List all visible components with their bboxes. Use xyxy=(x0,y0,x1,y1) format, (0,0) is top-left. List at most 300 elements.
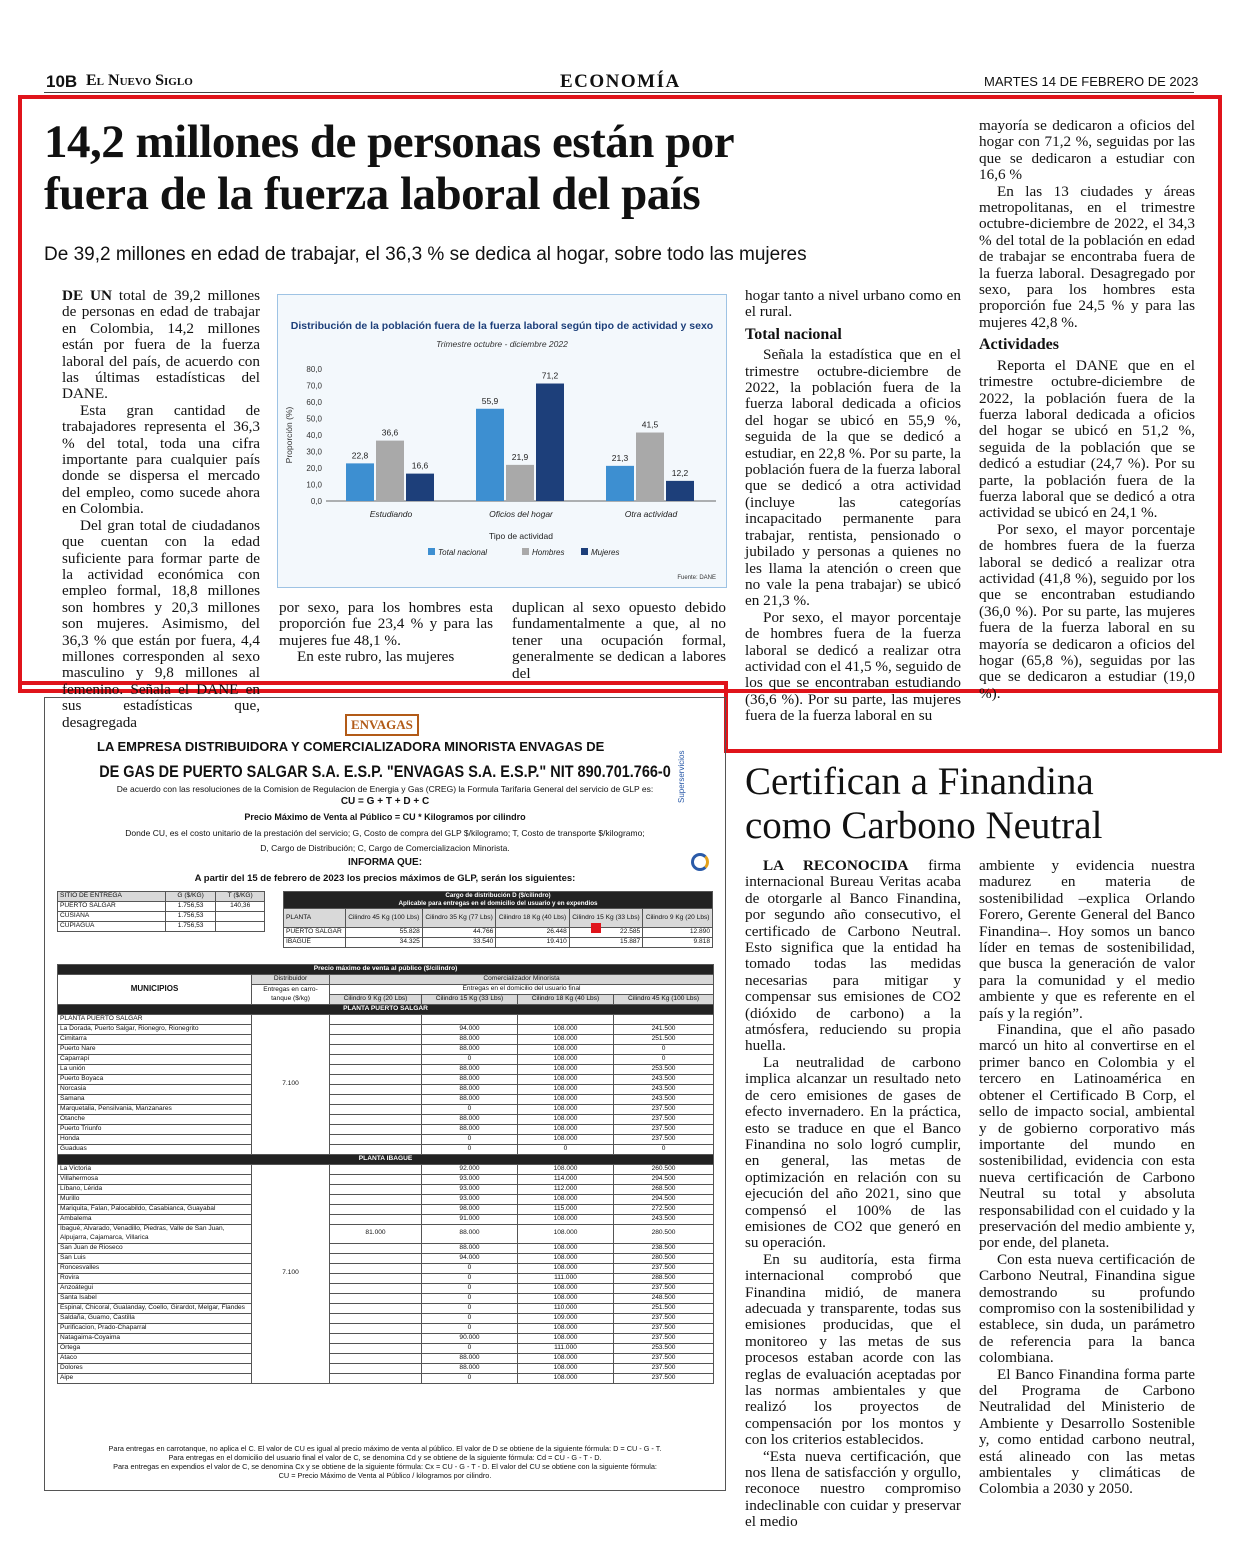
article-column-1 xyxy=(745,858,961,1531)
bar-value-label: 71,2 xyxy=(541,370,559,381)
table-cell: 108.000 xyxy=(518,1085,614,1095)
municipio-cell: Puerto Nare xyxy=(58,1045,252,1055)
municipio-cell: Caparrapí xyxy=(58,1055,252,1065)
table-cell: 111.000 xyxy=(518,1343,614,1353)
section-heading: Actividades xyxy=(979,336,1059,354)
table-header-cell: Cilindro 15 Kg (33 Lbs) xyxy=(422,995,518,1005)
paragraph: Reporta el DANE que en el trimestre octubre-diciembre de 2022, la población fuera de la fuerza laboral dedicada a oficios del hogar se ubicó en 51,2 %, seguida de la población que se dedicó a estudiar (24,7 %). Por su parte, la población fuera de la fuerza laboral que se dedicó a otra actividad se ubicó en 24,1 %. xyxy=(979,356,1195,522)
table-cell xyxy=(330,1075,422,1085)
municipio-cell: Aipe xyxy=(58,1373,252,1383)
table-cell: 237.500 xyxy=(614,1115,714,1125)
table-row xyxy=(58,1065,714,1075)
municipio-cell: San Luis xyxy=(58,1253,252,1263)
bar-value-label: 36,6 xyxy=(381,427,399,438)
table-cell: 108.000 xyxy=(518,1055,614,1065)
table-row xyxy=(58,1195,714,1205)
municipio-cell: Puerto Boyaca xyxy=(58,1075,252,1085)
table-header-cell: Entregas en el domicilio del usuario final xyxy=(330,985,714,995)
table-cell: 251.500 xyxy=(614,1303,714,1313)
article-subtitle: De 39,2 millones en edad de trabajar, el 36,3 % se dedica al hogar, sobre todo las mujeres xyxy=(44,244,807,265)
table-row xyxy=(58,1323,714,1333)
lead-in: DE UN xyxy=(62,287,112,304)
table-cell xyxy=(330,1185,422,1195)
table-header-cell: Cilindro 18 Kg (40 Lbs) xyxy=(518,995,614,1005)
table-cell xyxy=(330,1195,422,1205)
municipio-cell: PLANTA PUERTO SALGAR xyxy=(58,1015,252,1025)
table-header-cell: T ($/KG) xyxy=(216,892,265,902)
table-cell: 108.000 xyxy=(518,1333,614,1343)
table-cell: 88.000 xyxy=(422,1225,518,1244)
table-row xyxy=(58,1273,714,1283)
table-cell xyxy=(330,1035,422,1045)
y-tick-label: 70,0 xyxy=(306,381,322,391)
table-cell: 272.500 xyxy=(614,1205,714,1215)
table-cell xyxy=(330,1015,422,1025)
ad-footnotes xyxy=(45,1444,725,1480)
ad-informa: INFORMA QUE: xyxy=(347,857,423,868)
table-cell xyxy=(330,1125,422,1135)
paragraph: En su auditoría, esta firma internacional comprobó que Finandina midió, de manera adecuada y transparente, todas sus emisiones producidas, que el monitoreo y las metas de sus procesos estaban acorde con las reglas de evaluación aceptadas por las normas ambientales y que realizó los proyectos de compensación por los montos y con los criterios establecidos. xyxy=(745,1250,961,1449)
table-cell: 251.500 xyxy=(614,1035,714,1045)
table-cell: 108.000 xyxy=(518,1215,614,1225)
chart-subtitle: Trimestre octubre - diciembre 2022 xyxy=(436,339,568,349)
table-cell: 94.000 xyxy=(422,1253,518,1263)
table-cell: 88.000 xyxy=(422,1035,518,1045)
table-cell: 91.000 xyxy=(422,1215,518,1225)
table-row xyxy=(58,1105,714,1115)
municipio-cell: Ortega xyxy=(58,1343,252,1353)
table-row xyxy=(58,1343,714,1353)
table-cell xyxy=(330,1363,422,1373)
table-cell: 88.000 xyxy=(422,1045,518,1055)
table-cell: 108.000 xyxy=(518,1353,614,1363)
table-row xyxy=(58,922,265,932)
table-cell: 108.000 xyxy=(518,1035,614,1045)
table-cell: 237.500 xyxy=(614,1105,714,1115)
table-cell: 108.000 xyxy=(518,1373,614,1383)
municipio-cell: Cimitarra xyxy=(58,1035,252,1045)
plant-section-header: PLANTA PUERTO SALGAR xyxy=(58,1005,714,1015)
table-cell xyxy=(330,1175,422,1185)
footnote: CU = Precio Máximo de Venta al Público / kilogramos por cilindro. xyxy=(278,1471,492,1480)
table-cell: PUERTO SALGAR xyxy=(284,928,346,938)
table-cell: 108.000 xyxy=(518,1323,614,1333)
municipio-cell: Murillo xyxy=(58,1195,252,1205)
table-cell: 237.500 xyxy=(614,1363,714,1373)
table-cell: 253.500 xyxy=(614,1343,714,1353)
table-cell: PUERTO SALGAR xyxy=(58,902,166,912)
table-cell: 237.500 xyxy=(614,1323,714,1333)
table-row xyxy=(58,1185,714,1195)
table-cell xyxy=(330,1055,422,1065)
table-cell: 0 xyxy=(422,1055,518,1065)
y-tick-label: 40,0 xyxy=(306,431,322,440)
municipio-cell: La unión xyxy=(58,1065,252,1075)
table-cell: 294.500 xyxy=(614,1175,714,1185)
table-cell: 0 xyxy=(422,1323,518,1333)
superservicios-icon xyxy=(691,853,709,871)
table-cell: 0 xyxy=(422,1373,518,1383)
table-cell: 108.000 xyxy=(518,1243,614,1253)
table-row xyxy=(284,938,713,948)
paragraph: hogar tanto a nivel urbano como en el rural. xyxy=(745,287,961,321)
table-cell: CUPIAGUA xyxy=(58,922,166,932)
table-cell xyxy=(330,1353,422,1363)
municipio-cell: Honda xyxy=(58,1135,252,1145)
table-cell: 0 xyxy=(422,1273,518,1283)
paragraph: El Banco Finandina forma parte del Programa de Carbono Neutralidad del Ministerio de Ambiente y Desarrollo Sostenible y, como entidad carbono neutral, está alineado con las metas ambientales y climáticas de Colombia a 2030 y 2050. xyxy=(979,1365,1195,1498)
paragraph: mayoría se dedicaron a oficios del hogar con 71,2 %, seguidas por las que se dedicaron a estudiar con 16,6 % xyxy=(979,117,1195,184)
footnote: Para entregas en expendios el valor de C, se denomina Cx y se obtiene de la siguiente fórmula: Cx = CU - G - T - D. El valor del CU se obtiene con la siguiente fórmula: xyxy=(113,1462,657,1471)
municipio-cell: Roncesvalles xyxy=(58,1263,252,1273)
table-cell xyxy=(330,1045,422,1055)
paragraph: duplican al sexo opuesto debido fundamentalmente a que, al no tener una ocupación formal, generalmente se dedican a labores del xyxy=(512,599,726,682)
table-row xyxy=(58,912,265,922)
paragraph: En las 13 ciudades y áreas metropolitanas, en el trimestre octubre-diciembre de 2022, el 34,3 % del total de la población en edad de trabajar se encontraba fuera de la fuerza laboral. Desagregado por sexo, para los hombres esta proporción fue 24,5 % y para las mujeres 42,8 %. xyxy=(979,182,1195,331)
table-cell: 114.000 xyxy=(518,1175,614,1185)
bar xyxy=(406,474,434,501)
table-row xyxy=(58,1243,714,1253)
headline-line-1: Certifican a Finandina xyxy=(745,760,1094,803)
municipio-cell: Marquetalia, Pensilvania, Manzanares xyxy=(58,1105,252,1115)
headline-line-2: como Carbono Neutral xyxy=(745,804,1103,847)
table-row xyxy=(58,1125,714,1135)
table-header-cell: Cilindro 45 Kg (100 Lbs) xyxy=(345,909,422,928)
ad-title: DE GAS DE PUERTO SALGAR S.A. E.S.P. "ENVAGAS S.A. E.S.P." NIT 890.701.766-0 xyxy=(99,762,671,781)
table-cell: 241.500 xyxy=(614,1025,714,1035)
municipio-cell: Espinal, Chicoral, Gualanday, Coello, Girardot, Melgar, Flandes xyxy=(58,1303,252,1313)
municipio-cell: Ibagué, Alvarado, Venadillo, Piedras, Valle de San Juan, Alpujarra, Cajamarca, Villarica xyxy=(58,1225,252,1244)
table-row xyxy=(58,1145,714,1155)
table-cell: 108.000 xyxy=(518,1363,614,1373)
lead-in: LA RECONOCIDA xyxy=(763,857,909,874)
table-row xyxy=(58,1283,714,1293)
table-cell: 1.756,53 xyxy=(165,902,216,912)
ad-formula: CU = G + T + D + C xyxy=(340,796,430,807)
municipio-cell: Natagaima-Coyaima xyxy=(58,1333,252,1343)
y-tick-label: 0,0 xyxy=(310,497,322,506)
distribution-charge-table xyxy=(283,891,713,948)
cut-text-line: LA EMPRESA DISTRIBUIDORA Y COMERCIALIZADORA MINORISTA ENVAGAS DE xyxy=(97,739,605,754)
table-cell xyxy=(330,1135,422,1145)
table-cell: 0 xyxy=(422,1135,518,1145)
table-cell: 88.000 xyxy=(422,1353,518,1363)
table-cell: 112.000 xyxy=(518,1185,614,1195)
municipio-cell: Otanche xyxy=(58,1115,252,1125)
table-cell: 268.500 xyxy=(614,1185,714,1195)
municipio-cell: Puerto Triunfo xyxy=(58,1125,252,1135)
table-header-cell: Distribuidor xyxy=(252,975,330,985)
municipio-cell: La Victoria xyxy=(58,1165,252,1175)
table-header-cell: Cilindro 18 Kg (40 Lbs) xyxy=(496,909,569,928)
table-header-cell: Cilindro 9 Kg (20 Lbs) xyxy=(330,995,422,1005)
table-title xyxy=(284,892,713,909)
table-header-cell: PLANTA xyxy=(284,909,346,928)
table-cell: IBAGUE xyxy=(284,938,346,948)
table-row xyxy=(58,902,265,912)
table-cell xyxy=(330,1085,422,1095)
municipio-cell: Guaduas xyxy=(58,1145,252,1155)
x-axis-label: Tipo de actividad xyxy=(489,531,553,541)
legend-swatch xyxy=(581,548,588,555)
table-cell: 0 xyxy=(614,1045,714,1055)
headline-line-2: fuera de la fuerza laboral del país xyxy=(44,168,701,220)
table-cell: 108.000 xyxy=(518,1125,614,1135)
municipio-cell: Purificacion, Prado-Chaparral xyxy=(58,1323,252,1333)
table-cell: 88.000 xyxy=(422,1075,518,1085)
paragraph: Por sexo, el mayor porcentaje de hombres fuera de la fuerza laboral se dedicó a realizar otra actividad (41,8 %), seguido por los que se encontraban estudiando (36,0 %). Por su parte, las mujeres fuera de la fuerza laboral en su mayoría se dedicaron a oficios del hogar (65,8 %), seguidas por las que se dedicaron a estudiar (19,0 %). xyxy=(979,520,1195,702)
table-cell: 237.500 xyxy=(614,1373,714,1383)
table-cell: 248.500 xyxy=(614,1293,714,1303)
table-cell: 108.000 xyxy=(518,1263,614,1273)
footnote: Para entregas en el domicilio del usuario final el valor de C, se denomina Cd y se obtiene de la siguiente fórmula: Cd = CU - G - T - D. xyxy=(168,1453,602,1462)
table-cell: 237.500 xyxy=(614,1125,714,1135)
municipio-cell: San Juan de Rioseco xyxy=(58,1243,252,1253)
table-cell xyxy=(614,1015,714,1025)
table-cell: 55.828 xyxy=(345,928,422,938)
section-heading: Total nacional xyxy=(745,325,842,343)
table-cell: 294.500 xyxy=(614,1195,714,1205)
table-cell: 9.818 xyxy=(643,938,713,948)
table-cell: 88.000 xyxy=(422,1363,518,1373)
municipio-cell: Saldaña, Guamo, Castilla xyxy=(58,1313,252,1323)
table-cell: 0 xyxy=(614,1145,714,1155)
table-body-puerto-salgar xyxy=(58,1005,714,1155)
table-header-cell: Cilindro 45 Kg (100 Lbs) xyxy=(614,995,714,1005)
table-cell: 260.500 xyxy=(614,1165,714,1175)
table-cell: 92.000 xyxy=(422,1165,518,1175)
municipio-cell: Samana xyxy=(58,1095,252,1105)
table-row xyxy=(58,1055,714,1065)
plant-section-header: PLANTA IBAGUE xyxy=(58,1155,714,1165)
table-row xyxy=(58,1293,714,1303)
article-column-2 xyxy=(279,600,493,666)
bar xyxy=(536,384,564,501)
article-column-3 xyxy=(512,600,726,682)
table-cell xyxy=(330,1145,422,1155)
table-cell: 237.500 xyxy=(614,1333,714,1343)
table-cell: 280.500 xyxy=(614,1253,714,1263)
table-cell: 12.890 xyxy=(643,928,713,938)
envagas-advertisement xyxy=(44,697,726,1491)
table-row xyxy=(58,1165,714,1175)
article-column-2 xyxy=(979,858,1195,1498)
legend-swatch xyxy=(522,548,529,555)
municipio-cell: Ataco xyxy=(58,1353,252,1363)
table-cell xyxy=(330,1293,422,1303)
table-title-text: Cargo de distribución D ($/cilindro) xyxy=(445,892,551,899)
table-cell: 15.887 xyxy=(569,938,642,948)
paragraph: Esta gran cantidad de trabajadores representa el 36,3 % del total, toda una cifra importante para cualquier país donde se dispersa el mercado del empleo, como sucede ahora en Colombia. xyxy=(62,401,260,518)
page-number: 10B xyxy=(46,72,78,91)
table-header-cell: Cilindro 35 Kg (77 Lbs) xyxy=(422,909,495,928)
table-cell: 1.756,53 xyxy=(165,912,216,922)
table-row xyxy=(58,1333,714,1343)
table-cell xyxy=(330,1333,422,1343)
x-tick-label: Estudiando xyxy=(369,509,413,519)
bar-chart xyxy=(277,294,727,588)
table-header-cell: MUNICIPIOS xyxy=(58,975,252,1005)
bar-value-label: 22,8 xyxy=(351,450,369,461)
carrotanque-cell: 7.100 xyxy=(252,1165,330,1384)
table-cell: 0 xyxy=(422,1313,518,1323)
table-row xyxy=(58,1253,714,1263)
table-cell: 34.325 xyxy=(345,938,422,948)
table-row xyxy=(58,1263,714,1273)
table-cell: 108.000 xyxy=(518,1025,614,1035)
table-cell xyxy=(330,1105,422,1115)
table-cell: 0 xyxy=(422,1303,518,1313)
table-cell: 108.000 xyxy=(518,1225,614,1244)
table-row xyxy=(58,1353,714,1363)
chart-svg xyxy=(278,295,726,587)
table-cell xyxy=(330,1323,422,1333)
chart-title: Distribución de la población fuera de la fuerza laboral según tipo de actividad y sexo xyxy=(290,320,714,332)
table-row xyxy=(58,1373,714,1383)
ad-text-line: A partir del 15 de febrero de 2023 los precios máximos de GLP, serán los siguientes: xyxy=(194,873,576,884)
paragraph: Finandina, que el año pasado marcó un hito al convertirse en el primer banco en Colombia y el tercero en Latinoamérica en obtener el Certificado B Corp, el sello de impacto social, ambiental y de gobierno corporativo más importante del mundo en sostenibilidad, evidencia con esta nueva certificación de Carbono Neutral su total y absoluta responsabilidad con el cuidado y la preservación del medio ambiente y, por ende, del planeta. xyxy=(979,1021,1195,1252)
table-cell: CUSIANA xyxy=(58,912,166,922)
paragraph: Por sexo, el mayor porcentaje de hombres fuera de la fuerza laboral se dedicó a realizar otra actividad con el 41,5 %, seguido de los que se encontraban estudiando (36,6 %). Por su parte, las mujeres fuera de la fuerza laboral en su xyxy=(745,608,961,725)
table-cell xyxy=(518,1015,614,1025)
table-cell xyxy=(330,1095,422,1105)
table-cell: 1.756,53 xyxy=(165,922,216,932)
article-column-1 xyxy=(62,288,260,731)
envagas-logo: ENVAGAS xyxy=(345,714,419,736)
table-row xyxy=(58,1015,714,1025)
table-cell: 237.500 xyxy=(614,1263,714,1273)
table-cell: 0 xyxy=(422,1105,518,1115)
table-cell: 0 xyxy=(422,1263,518,1273)
table-cell: 88.000 xyxy=(422,1125,518,1135)
table-cell: 108.000 xyxy=(518,1115,614,1125)
table-cell xyxy=(330,1283,422,1293)
supply-cost-table xyxy=(57,891,265,932)
municipio-cell: Santa Isabel xyxy=(58,1293,252,1303)
table-cell: 108.000 xyxy=(518,1075,614,1085)
paragraph: total de 39,2 millones de personas en edad de trabajar en Colombia, 14,2 millones están por fuera de la fuerza laboral del país, de acuerdo con las últimas estadísticas del DANE. xyxy=(62,287,260,403)
y-tick-label: 30,0 xyxy=(306,447,322,457)
table-row xyxy=(284,928,713,938)
table-cell: 88.000 xyxy=(422,1243,518,1253)
table-cell: 22.585 xyxy=(569,928,642,938)
paragraph: Del gran total de ciudadanos que cuentan con la edad suficiente para formar parte de la actividad económica con empleo formal, 18,8 millones son hombres y 20,3 millones son mujeres. Asimismo, del 36,3 % que están por fuera, 4,4 millones corresponden al sexo masculino y 9,8 millones al femenino. Señala el DANE en sus estadísticas que, desagregada xyxy=(62,516,260,731)
table-cell: 237.500 xyxy=(614,1313,714,1323)
paragraph: ambiente y evidencia nuestra madurez en materia de sostenibilidad –explica Orlando Forero, Gerente General del Banco Finandina–. Hoy somos un banco líder en temas de sostenibilidad, que busca la generación de valor para la comunidad y el medio ambiente y que es referente en el país y la región”. xyxy=(979,857,1195,1022)
legend-label: Total nacional xyxy=(438,548,488,557)
municipio-cell: Dolores xyxy=(58,1363,252,1373)
municipio-cell: Rovira xyxy=(58,1273,252,1283)
bar-value-label: 16,6 xyxy=(411,460,429,471)
table-row xyxy=(58,1303,714,1313)
red-marker xyxy=(591,923,601,933)
y-tick-label: 80,0 xyxy=(306,365,322,374)
bar-value-label: 21,3 xyxy=(611,452,629,463)
table-cell xyxy=(330,1373,422,1383)
paragraph: La neutralidad de carbono implica alcanzar un resultado neto de cero emisiones de gases de efecto invernadero. En la práctica, esto se traduce en que el Banco Finandina no solo logró cumplir, en general, las metas de optimización en relación con su ejecución del año 2021, sino que compensó el 100% de las emisiones de CO2 que generó en su operación. xyxy=(745,1053,961,1252)
paragraph: Con esta nueva certificación de Carbono Neutral, Finandina sigue demostrando su profundo compromiso con la sostenibilidad y establece, sin duda, un parámetro de referencia para la banca colombiana. xyxy=(979,1250,1195,1367)
article-column-5 xyxy=(979,118,1195,702)
table-cell: 108.000 xyxy=(518,1253,614,1263)
table-cell: 108.000 xyxy=(518,1165,614,1175)
table-cell: 253.500 xyxy=(614,1065,714,1075)
table-cell: 280.500 xyxy=(614,1225,714,1244)
table-cell xyxy=(422,1015,518,1025)
table-cell: 108.000 xyxy=(518,1105,614,1115)
table-cell: 88.000 xyxy=(422,1065,518,1075)
superservicios-logo: Superservicios xyxy=(677,750,686,803)
article-headline xyxy=(745,760,1205,848)
table-cell: 94.000 xyxy=(422,1025,518,1035)
paragraph: firma internacional Bureau Veritas acaba de otorgarle al Banco Finandina, por segundo año consecutivo, el certificado de Carbono Neutral. Esto significa que la entidad ha tomado todas las medidas necesarias para mitigar y compensar sus emisiones de CO2 (dióxido de carbono) a la atmósfera, reduciendo su propia huella. xyxy=(745,857,961,1055)
table-cell: 90.000 xyxy=(422,1333,518,1343)
chart-source: Fuente: DANE xyxy=(677,575,716,581)
bar xyxy=(476,409,504,501)
municipio-cell: Villahermosa xyxy=(58,1175,252,1185)
table-cell: 140,36 xyxy=(216,902,265,912)
paragraph: En este rubro, las mujeres xyxy=(297,648,455,666)
table-header-cell: Entregas en carro-tanque ($/kg) xyxy=(252,985,330,1005)
table-cell xyxy=(330,1243,422,1253)
table-cell: 115.000 xyxy=(518,1205,614,1215)
table-cell: 44.766 xyxy=(422,928,495,938)
bar xyxy=(666,481,694,501)
table-header-cell: Cilindro 15 Kg (33 Lbs) xyxy=(569,909,642,928)
table-cell: 93.000 xyxy=(422,1185,518,1195)
table-cell: 238.500 xyxy=(614,1243,714,1253)
table-cell: 237.500 xyxy=(614,1283,714,1293)
municipio-cell: Anzoátegui xyxy=(58,1283,252,1293)
table-cell: 108.000 xyxy=(518,1065,614,1075)
bar-value-label: 41,5 xyxy=(641,419,659,430)
x-tick-label: Otra actividad xyxy=(624,509,678,519)
table-cell: 108.000 xyxy=(518,1045,614,1055)
ad-text-line: Precio Máximo de Venta al Público = CU * Kilogramos por cilindro xyxy=(244,812,526,822)
table-cell: 88.000 xyxy=(422,1085,518,1095)
table-cell xyxy=(330,1205,422,1215)
table-row xyxy=(58,1175,714,1185)
legend-label: Mujeres xyxy=(591,548,620,557)
table-cell: 19.410 xyxy=(496,938,569,948)
table-header-cell: G ($/KG) xyxy=(165,892,216,902)
footnote: Para entregas en carrotanque, no aplica el C. El valor de CU es igual al precio máximo de venta al público. El valor de D se obtiene de la siguiente fórmula: D = CU - G - T. xyxy=(108,1444,662,1453)
table-cell xyxy=(330,1263,422,1273)
paragraph: “Esta nueva certificación, que nos llena de satisfacción y orgullo, reconoce nuestro compromiso indeclinable con cuidar y preservar el medio xyxy=(745,1447,961,1531)
article-column-4 xyxy=(745,288,961,725)
table-row xyxy=(58,1363,714,1373)
table-cell: 108.000 xyxy=(518,1135,614,1145)
table-cell xyxy=(330,1313,422,1323)
table-cell: 93.000 xyxy=(422,1175,518,1185)
masthead-logo: El Nuevo Siglo xyxy=(86,72,193,89)
bar xyxy=(346,463,374,501)
table-row xyxy=(58,1115,714,1125)
municipio-cell: La Dorada, Puerto Salgar, Rionegro, Rionegrito xyxy=(58,1025,252,1035)
table-row xyxy=(58,1095,714,1105)
table-cell: 110.000 xyxy=(518,1303,614,1313)
table-cell xyxy=(330,1215,422,1225)
table-subtitle-text: Aplicable para entregas en el domicilio del usuario y en expendios xyxy=(398,900,598,907)
header-rule xyxy=(44,92,1194,93)
municipio-cell: Norcasia xyxy=(58,1085,252,1095)
table-cell: 88.000 xyxy=(422,1095,518,1105)
y-tick-label: 10,0 xyxy=(306,480,322,490)
table-cell: 237.500 xyxy=(614,1135,714,1145)
table-row xyxy=(58,1035,714,1045)
table-row xyxy=(58,1045,714,1055)
municipio-cell: Líbano, Lérida xyxy=(58,1185,252,1195)
table-cell: 108.000 xyxy=(518,1095,614,1105)
